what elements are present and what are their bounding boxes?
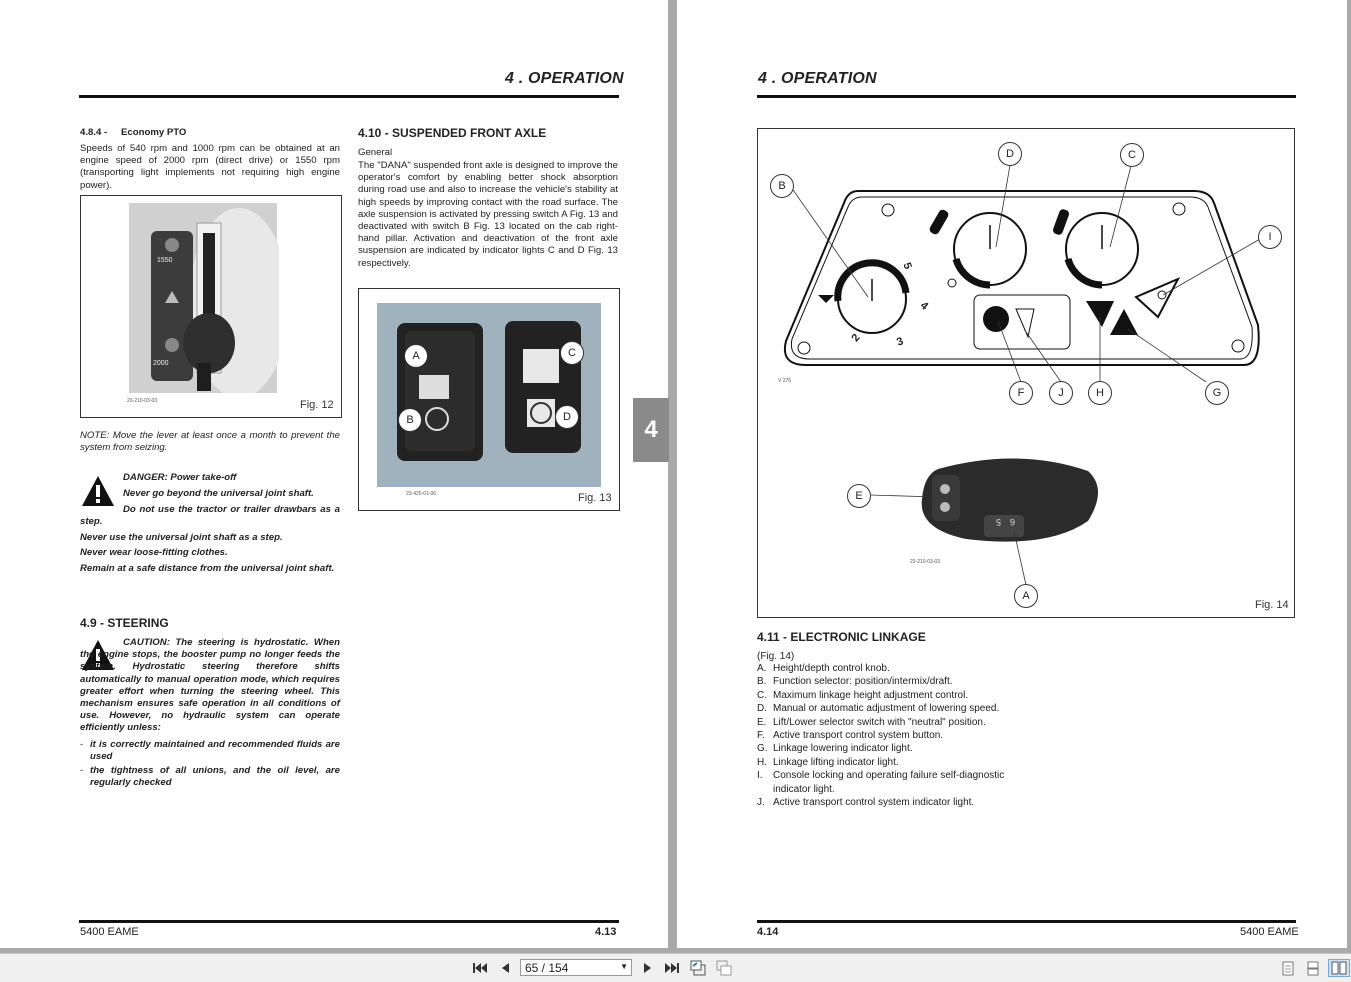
list-item [757,689,1023,702]
label-2000: 2000 [153,360,169,367]
left-header-rule [79,95,619,98]
right-header: 4 . OPERATION [758,70,877,87]
bullet-2: the tightness of all unions, and the oil level, are regularly checked [90,765,340,789]
item-text: Function selector: position/intermix/draft. [773,676,953,688]
chevron-down-icon: ▼ [620,962,628,971]
item-key: H. [757,756,767,768]
danger-line-3: Do not use the tractor or trailer drawbars as a step. [80,504,340,528]
right-footer-rule [757,920,1296,923]
figure-14-caption: Fig. 14 [1255,599,1289,611]
danger-warning-icon [80,474,116,508]
danger-title: DANGER: Power take-off [123,472,237,483]
last-page-button[interactable] [664,960,680,976]
knob-number-6: 6 [1010,517,1016,527]
caution-paragraph: CAUTION: The steering is hydrostatic. When the engine stops, the booster pump no longer feeds the system. Hydrostatic steering therefore shifts automatically to manual operation mode, which requires greater effort when turning the steering wheel. This mechanism ensures safe operation in all conditions of use. However, no hydraulic system can operate efficiently unless: [80,637,340,734]
left-footer-page-number: 4.13 [595,926,617,938]
pto-paragraph: Speeds of 540 rpm and 1000 rpm can be obtained at an engine speed of 2000 rpm (direct drive) or 1550 rpm (transporting light implements not requiring high engine power). [80,143,340,191]
pdf-viewer-toolbar [0,953,1351,982]
section-411-title: 4.11 - ELECTRONIC LINKAGE [757,630,926,644]
pto-lever-photo [129,203,279,393]
item-text: Active transport control system button. [773,730,944,742]
callout-b: B [770,174,794,198]
single-page-icon [1282,961,1294,976]
bullet-dash-2: - [80,765,84,776]
list-item [757,675,1023,688]
page-number-value: 65 / 154 [525,960,569,975]
figure-12-caption: Fig. 12 [300,399,334,411]
electronic-linkage-console-diagram [758,129,1294,617]
bullet-dash-1: - [80,739,84,750]
callout-c-fig13: C [560,341,584,365]
right-footer-page-number: 4.14 [757,926,779,938]
section-49-title: 4.9 - STEERING [80,616,169,630]
first-page-icon [473,962,487,974]
callout-b-fig13: B [398,408,422,432]
axle-paragraph: The "DANA" suspended front axle is designed to improve the operator's comfort by enabling better shock absorption during road use and also to increase the vehicle's stability at high speeds by improving contact with the road surface. The axle suspension is activated by pressing switch A Fig. 13 and deactivated with switch B Fig. 13 located on the cab right-hand pillar. Activation and deactivation of the front axle suspension are indicated by indicator lights C and D Fig. 13 respectively. [358,160,618,269]
danger-line-2: Never go beyond the universal joint shaft. [123,488,314,499]
callout-j: J [1049,381,1073,405]
dial-number-3: 3 [895,335,905,349]
last-page-icon [665,962,679,974]
figure-14-code-top: V 276 [778,378,792,384]
item-key: I. [757,770,763,782]
note-paragraph: NOTE: Move the lever at least once a month to prevent the system from seizing. [80,430,340,454]
list-item [757,729,1023,742]
figure-12-box [80,195,342,418]
callout-c: C [1120,143,1144,167]
callout-d-fig13: D [555,405,579,429]
left-header: 4 . OPERATION [505,70,624,87]
figure-13-caption: Fig. 13 [578,492,612,504]
callout-g: G [1205,381,1229,405]
previous-view-icon [690,960,706,976]
list-item [757,796,1023,809]
right-header-rule [757,95,1296,98]
figure-13-code: 23-420-01-06 [406,491,437,497]
item-key: F. [757,730,765,742]
list-item [757,702,1023,715]
callout-d: D [998,142,1022,166]
list-item [757,756,1023,769]
item-text: Manual or automatic adjustment of lowering speed. [773,703,1000,715]
knob-number-5: 5 [996,517,1002,527]
general-label: General [358,147,393,158]
item-text: Maximum linkage height adjustment control. [773,689,969,701]
figure-14-box [757,128,1295,618]
page-number-field[interactable] [520,959,632,976]
previous-page-button[interactable] [497,960,513,976]
next-page-button[interactable] [640,960,656,976]
item-text: Active transport control system indicator light. [773,797,975,809]
suspension-switches-photo [377,303,601,487]
first-page-button[interactable] [472,960,488,976]
label-1550: 1550 [157,257,173,264]
facing-pages-view-button[interactable] [1328,959,1350,977]
figure-13-box [358,288,620,511]
item-key: J. [757,797,765,809]
callout-a: A [1014,584,1038,608]
callout-e: E [847,484,871,508]
figure-14-code-bottom: 23-210-03-03 [910,559,941,565]
dial-number-2: 2 [849,331,863,345]
callout-f: F [1009,381,1033,405]
list-item [757,716,1023,729]
callout-i: I [1258,225,1282,249]
item-text: Console locking and operating failure self-diagnostic indicator light. [773,770,1005,795]
facing-pages-icon [1331,961,1347,975]
item-text: Lift/Lower selector switch with "neutral" position. [773,716,986,728]
dial-number-5: 5 [900,261,914,271]
item-text: Linkage lowering indicator light. [773,743,913,755]
bullet-1: it is correctly maintained and recommended fluids are used [90,739,340,763]
figure-reference: (Fig. 14) [757,651,795,662]
next-view-button[interactable] [716,960,732,976]
callout-h: H [1088,381,1112,405]
item-key: G. [757,743,768,755]
left-footer-model: 5400 EAME [80,926,139,938]
previous-view-button[interactable] [690,960,706,976]
callout-a-fig13: A [404,344,428,368]
next-page-icon [643,962,653,974]
item-key: C. [757,689,767,701]
danger-line-6: Remain at a safe distance from the universal joint shaft. [80,563,335,574]
list-item [757,662,1023,675]
item-key: A. [757,663,767,674]
item-key: B. [757,676,767,688]
left-footer-rule [79,920,619,923]
item-key: E. [757,716,767,728]
figure-12-code: 23-210-03-03 [127,398,158,404]
single-page-view-button[interactable] [1280,960,1296,976]
list-item [757,742,1023,755]
right-footer-model: 5400 EAME [1240,926,1299,938]
item-text: Linkage lifting indicator light. [773,756,899,768]
continuous-view-button[interactable] [1305,960,1321,976]
previous-page-icon [500,962,510,974]
list-item [757,769,1023,796]
section-410-title: 4.10 - SUSPENDED FRONT AXLE [358,126,547,140]
item-text: Height/depth control knob. [773,663,890,674]
danger-line-4: Never use the universal joint shaft as a step. [80,532,283,543]
item-key: D. [757,703,767,715]
danger-line-5: Never wear loose-fitting clothes. [80,547,228,558]
next-view-icon [716,960,732,976]
continuous-page-icon [1307,961,1319,976]
section-484-title: Economy PTO [121,127,187,138]
chapter-tab: 4 [633,398,669,462]
linkage-parts-list [757,662,1023,809]
section-484-number: 4.8.4 - [80,127,108,138]
dial-number-4: 4 [917,299,931,313]
